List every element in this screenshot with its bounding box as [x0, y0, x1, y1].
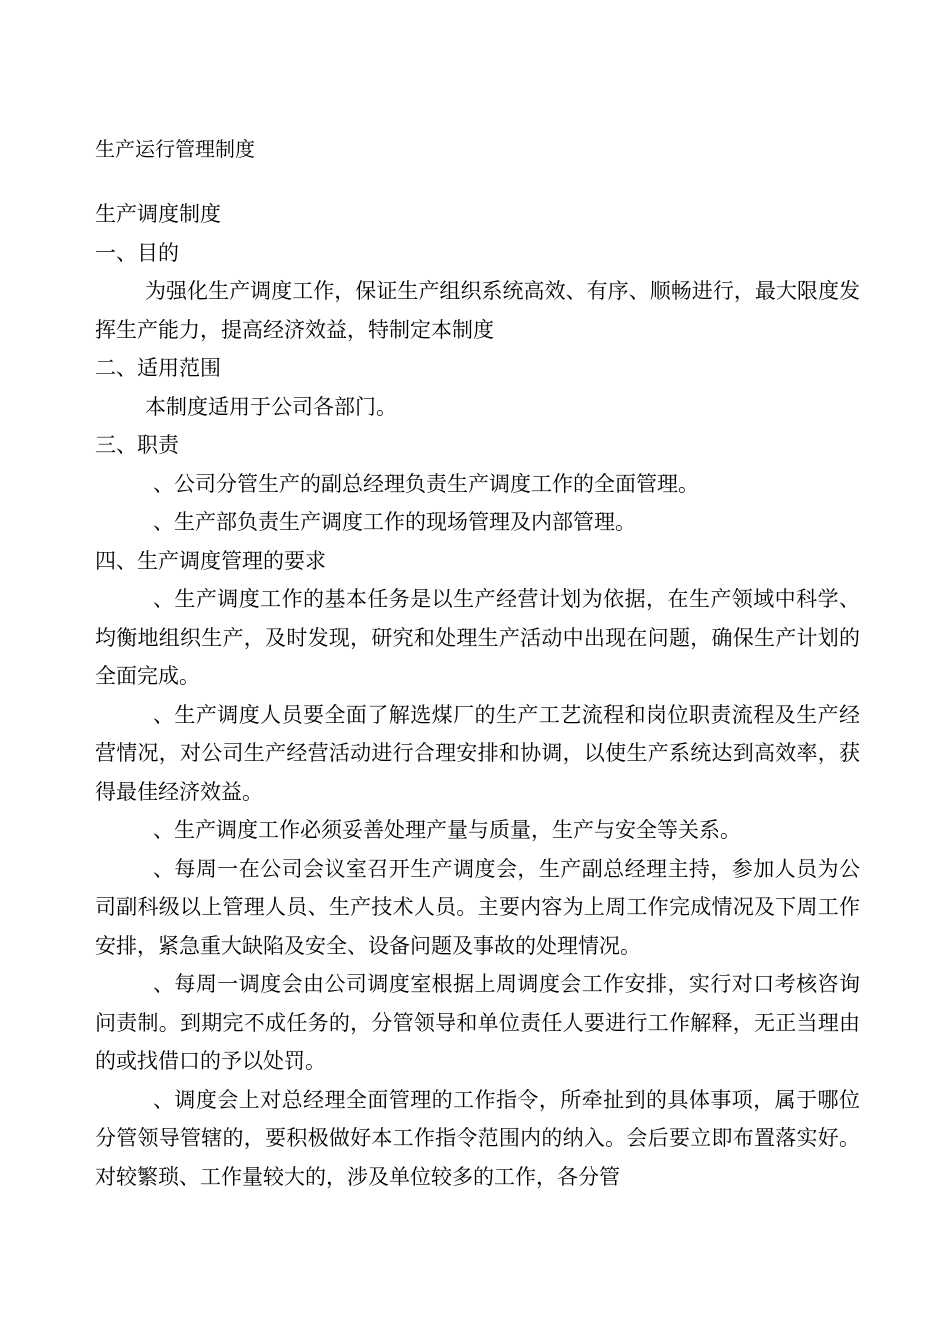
duty-item: 、生产部负责生产调度工作的现场管理及内部管理。	[153, 510, 636, 534]
requirement-item: 、每周一调度会由公司调度室根据上周调度会工作安排，实行对口考核咨询问责制。到期完不成任务的，分管领导和单位责任人要进行工作解释，无正当理由的或找借口的予以处罚。	[95, 972, 860, 1073]
requirement-item: 、每周一在公司会议室召开生产调度会，生产副总经理主持，参加人员为公司副科级以上管理人员、生产技术人员。主要内容为上周工作完成情况及下周工作安排，紧急重大缺陷及安全、设备问题及事故的处理情况。	[95, 856, 860, 958]
requirement-item: 、生产调度工作必须妥善处理产量与质量，生产与安全等关系。	[153, 818, 741, 842]
paragraph-purpose: 为强化生产调度工作，保证生产组织系统高效、有序、顺畅进行，最大限度发挥生产能力，提高经济效益，特制定本制度	[95, 279, 860, 342]
requirement-item: 、调度会上对总经理全面管理的工作指令，所牵扯到的具体事项，属于哪位分管领导管辖的，要积极做好本工作指令范围内的纳入。会后要立即布置落实好。对较繁琐、工作量较大的，涉及单位较多的工作，各分管	[95, 1087, 860, 1189]
section-heading-duties: 三、职责	[95, 433, 179, 457]
document-title: 生产运行管理制度	[95, 137, 255, 161]
section-heading-requirements: 四、生产调度管理的要求	[95, 548, 326, 573]
paragraph-scope: 本制度适用于公司各部门。	[145, 394, 397, 419]
document-subtitle: 生产调度制度	[95, 202, 221, 226]
document-body	[95, 195, 860, 1196]
duty-item: 、公司分管生产的副总经理负责生产调度工作的全面管理。	[153, 471, 699, 496]
section-heading-purpose: 一、目的	[95, 240, 179, 265]
requirement-item: 、生产调度工作的基本任务是以生产经营计划为依据，在生产领域中科学、均衡地组织生产，及时发现，研究和处理生产活动中出现在问题，确保生产计划的全面完成。	[95, 587, 860, 688]
requirement-item: 、生产调度人员要全面了解选煤厂的生产工艺流程和岗位职责流程及生产经营情况，对公司生产经营活动进行合理安排和协调，以使生产系统达到高效率，获得最佳经济效益。	[95, 702, 860, 804]
section-heading-scope: 二、适用范围	[95, 356, 221, 380]
